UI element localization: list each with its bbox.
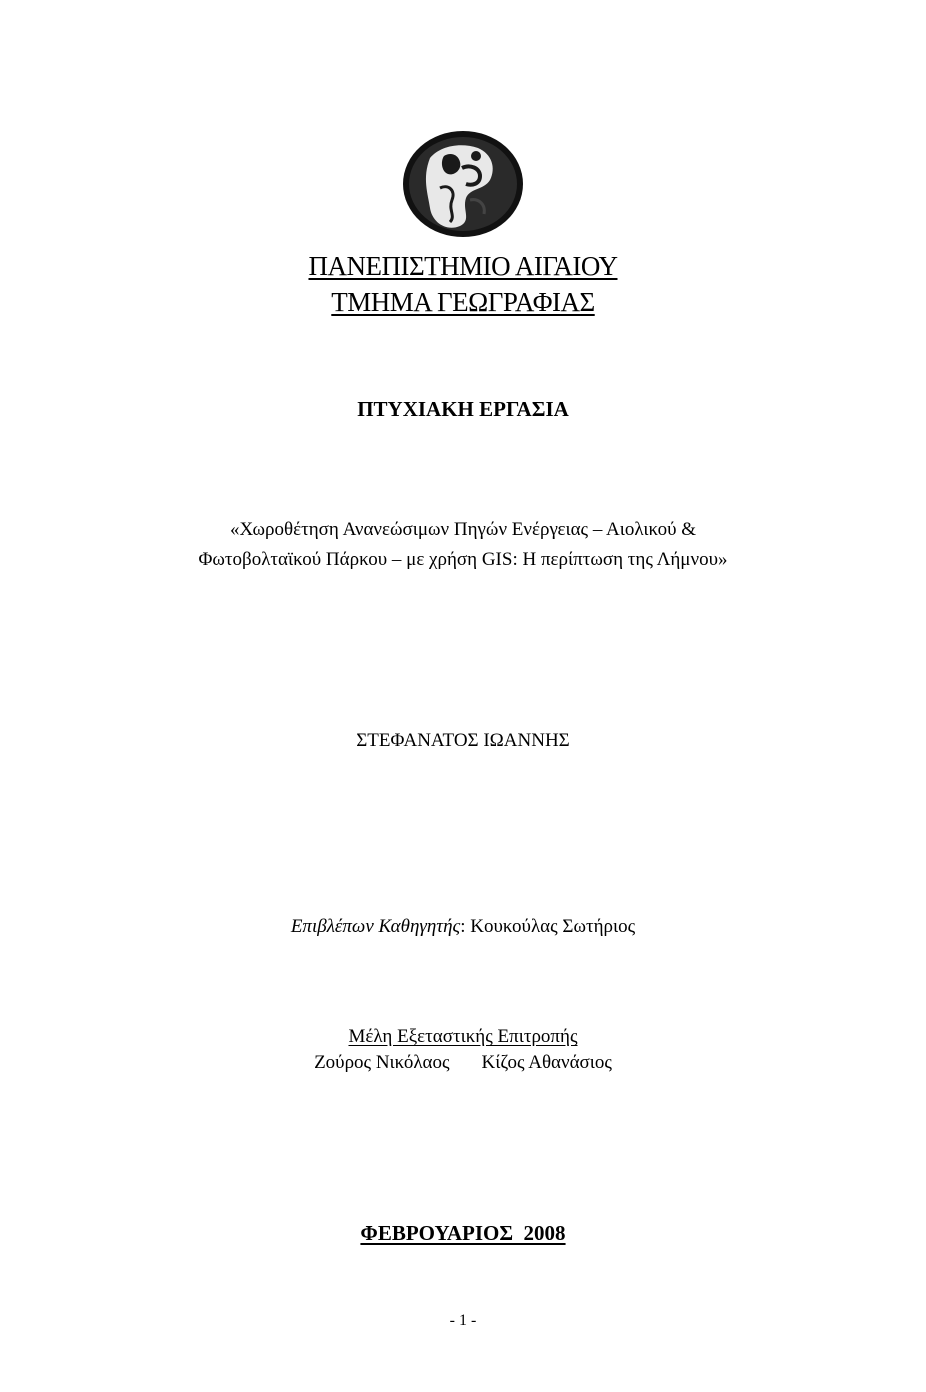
committee-member: Κίζος Αθανάσιος xyxy=(481,1052,612,1073)
university-seal-icon xyxy=(400,128,526,240)
supervisor xyxy=(0,916,926,938)
university-name: ΠΑΝΕΠΙΣΤΗΜΙΟ ΑΙΓΑΙΟΥ xyxy=(308,251,618,281)
committee-member: Ζούρος Νικόλαος xyxy=(314,1052,450,1073)
thesis-title-line-2: Φωτοβολταϊκού Πάρκου – με χρήση GIS: Η περίπτωση της Λήμνου» xyxy=(198,549,728,570)
thesis-title xyxy=(0,515,926,575)
university-header xyxy=(0,248,926,320)
supervisor-separator: : xyxy=(460,916,466,937)
committee-members xyxy=(0,1050,926,1076)
page-number: - 1 - xyxy=(449,1312,477,1329)
submission-date-text: ΦΕΒΡΟΥΑΡΙΟΣ 2008 xyxy=(360,1221,566,1245)
author-name: ΣΤΕΦΑΝΑΤΟΣ ΙΩΑΝΝΗΣ xyxy=(356,730,570,751)
supervisor-label: Επιβλέπων Καθηγητής xyxy=(290,916,461,937)
committee-heading: Μέλη Εξεταστικής Επιτροπής xyxy=(348,1026,578,1047)
document-type: ΠΤΥΧΙΑΚΗ ΕΡΓΑΣΙΑ xyxy=(357,397,569,421)
department-name: ΤΜΗΜΑ ΓΕΩΓΡΑΦΙΑΣ xyxy=(331,287,595,317)
thesis-title-line-1: «Χωροθέτηση Ανανεώσιμων Πηγών Ενέργειας – Αιολικού & xyxy=(229,519,697,540)
submission-date xyxy=(0,1221,926,1246)
supervisor-name: Κουκούλας Σωτήριος xyxy=(465,916,636,937)
committee xyxy=(0,1024,926,1076)
